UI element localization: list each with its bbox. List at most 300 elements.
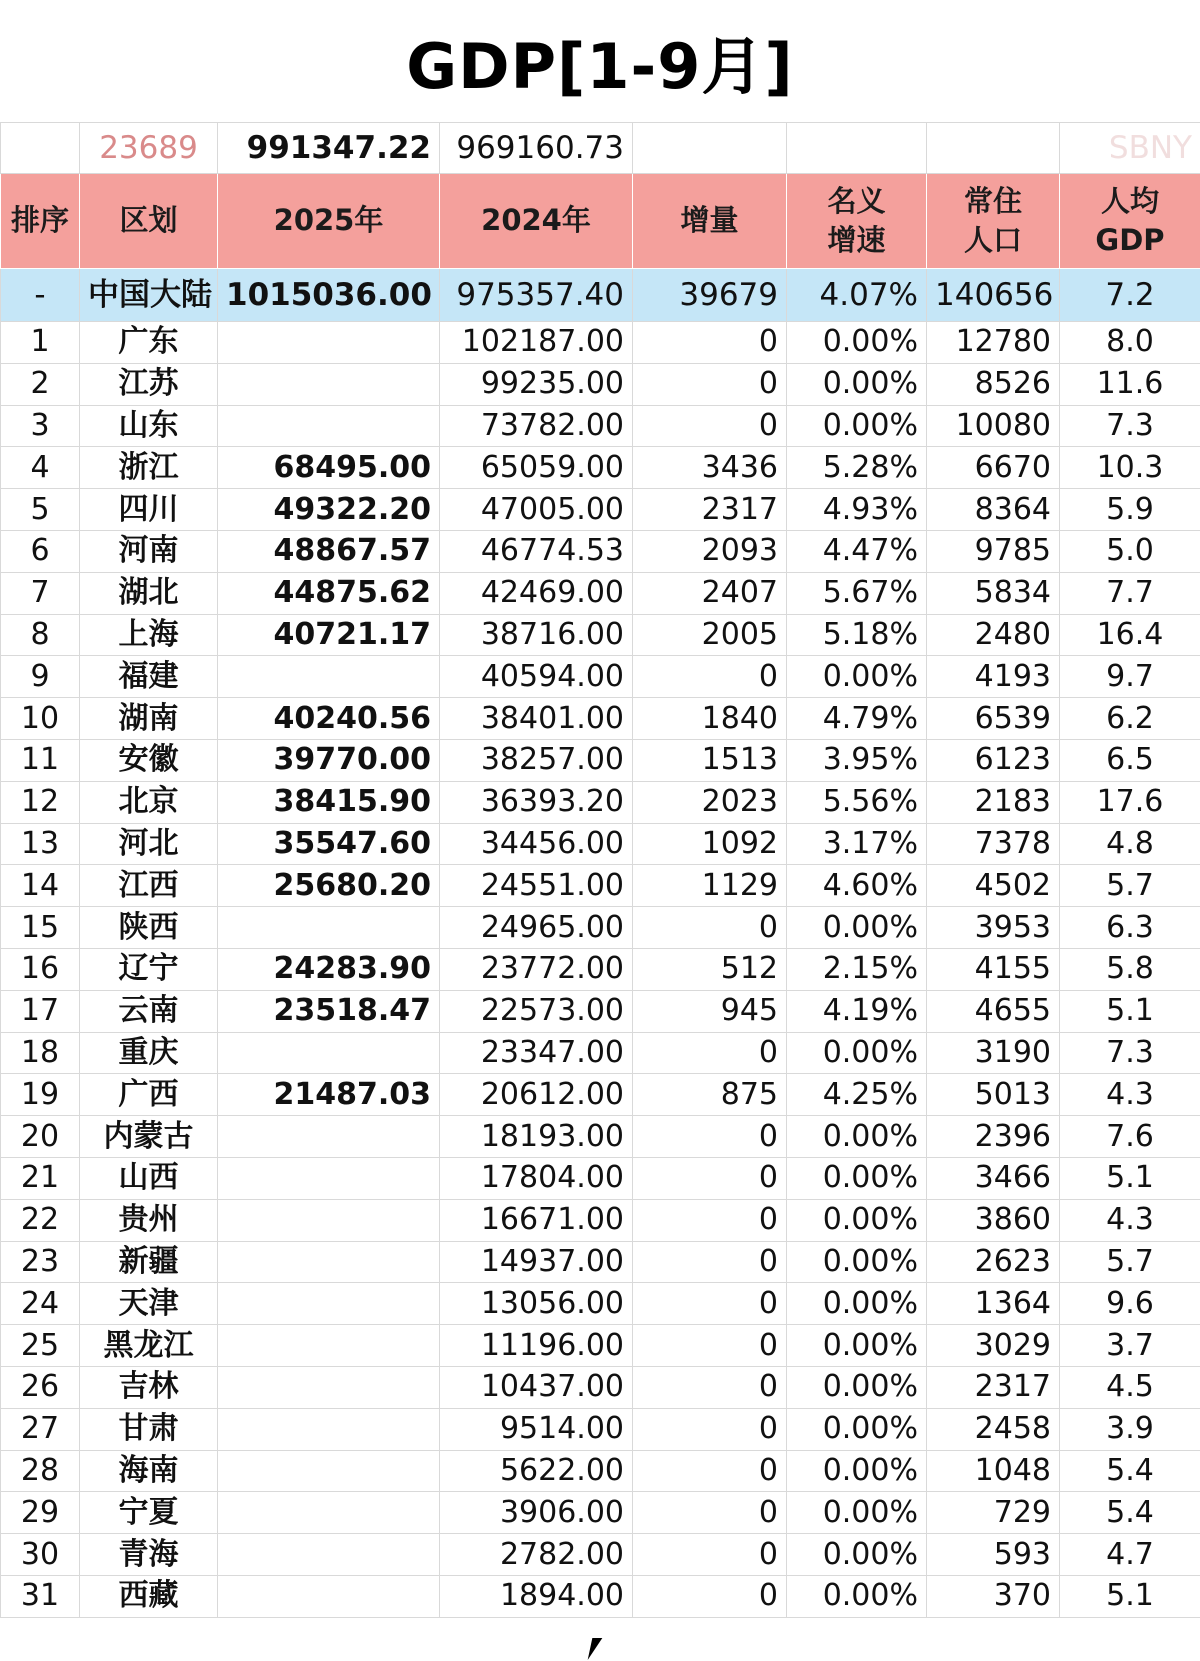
header-rank: 排序 xyxy=(1,174,80,269)
cell-increment: 2093 xyxy=(633,530,787,572)
cell-population: 5834 xyxy=(927,572,1060,614)
cell-increment: 2005 xyxy=(633,614,787,656)
cell-y2024: 24551.00 xyxy=(440,865,633,907)
cell-rank: 11 xyxy=(1,739,80,781)
cell-region: 湖南 xyxy=(80,698,218,740)
cell-y2025: 35547.60 xyxy=(218,823,440,865)
cell-y2025: 40721.17 xyxy=(218,614,440,656)
header-increment: 增量 xyxy=(633,174,787,269)
national-rank: - xyxy=(1,269,80,322)
cell-population: 2317 xyxy=(927,1366,1060,1408)
table-row xyxy=(1,1032,1200,1074)
cell-rank: 5 xyxy=(1,489,80,531)
table-row xyxy=(1,1199,1200,1241)
table-row xyxy=(1,363,1200,405)
cell-growth: 0.00% xyxy=(787,1283,927,1325)
cell-y2025 xyxy=(218,1325,440,1367)
cell-region: 安徽 xyxy=(80,739,218,781)
cell-region: 山东 xyxy=(80,405,218,447)
cell-increment: 1092 xyxy=(633,823,787,865)
cell-region: 贵州 xyxy=(80,1199,218,1241)
cell-y2024: 42469.00 xyxy=(440,572,633,614)
table-row xyxy=(1,823,1200,865)
cell-population: 2183 xyxy=(927,781,1060,823)
cell-increment: 0 xyxy=(633,656,787,698)
cell-rank: 30 xyxy=(1,1534,80,1576)
cell-y2025: 21487.03 xyxy=(218,1074,440,1116)
page-title: GDP[1-9月] xyxy=(406,29,794,103)
cell-population: 8526 xyxy=(927,363,1060,405)
header-population-line1: 常住 xyxy=(963,183,1022,218)
header-growth-line2: 增速 xyxy=(827,223,886,257)
cell-per-capita: 7.6 xyxy=(1060,1116,1200,1158)
cell-y2024: 38716.00 xyxy=(440,614,633,656)
cell-region: 海南 xyxy=(80,1450,218,1492)
cell-y2024: 2782.00 xyxy=(440,1534,633,1576)
cell-growth: 0.00% xyxy=(787,1450,927,1492)
cell-population: 5013 xyxy=(927,1074,1060,1116)
cell-population: 4193 xyxy=(927,656,1060,698)
cell-increment: 2407 xyxy=(633,572,787,614)
cell-region: 吉林 xyxy=(80,1366,218,1408)
cell-rank: 6 xyxy=(1,530,80,572)
cell-y2025 xyxy=(218,1199,440,1241)
cell-y2025: 38415.90 xyxy=(218,781,440,823)
table-row xyxy=(1,614,1200,656)
cell-population: 3029 xyxy=(927,1325,1060,1367)
cell-y2024: 16671.00 xyxy=(440,1199,633,1241)
national-row xyxy=(1,269,1200,322)
cell-per-capita: 7.7 xyxy=(1060,572,1200,614)
cell-y2024: 102187.00 xyxy=(440,322,633,364)
cell-growth: 0.00% xyxy=(787,1199,927,1241)
cell-growth: 0.00% xyxy=(787,1408,927,1450)
cell-increment: 2023 xyxy=(633,781,787,823)
cell-population: 3953 xyxy=(927,907,1060,949)
cell-growth: 0.00% xyxy=(787,1575,927,1617)
table-row xyxy=(1,572,1200,614)
national-population: 140656 xyxy=(927,269,1060,322)
cell-rank: 9 xyxy=(1,656,80,698)
header-growth xyxy=(787,174,927,269)
table-row xyxy=(1,1157,1200,1199)
cell-population: 12780 xyxy=(927,322,1060,364)
cell-population: 6123 xyxy=(927,739,1060,781)
cell-population: 9785 xyxy=(927,530,1060,572)
cell-region: 湖北 xyxy=(80,572,218,614)
cell-per-capita: 7.3 xyxy=(1060,1032,1200,1074)
cell-population: 3860 xyxy=(927,1199,1060,1241)
cell-per-capita: 17.6 xyxy=(1060,781,1200,823)
cell-population: 4655 xyxy=(927,990,1060,1032)
cell-increment: 0 xyxy=(633,1032,787,1074)
table-row xyxy=(1,1408,1200,1450)
cell-rank: 3 xyxy=(1,405,80,447)
cell-y2025 xyxy=(218,322,440,364)
cell-increment: 0 xyxy=(633,1199,787,1241)
cell-region: 天津 xyxy=(80,1283,218,1325)
cell-y2024: 20612.00 xyxy=(440,1074,633,1116)
cell-increment: 2317 xyxy=(633,489,787,531)
cell-growth: 5.67% xyxy=(787,572,927,614)
cell-region: 新疆 xyxy=(80,1241,218,1283)
cell-y2025: 44875.62 xyxy=(218,572,440,614)
cell-y2024: 3906.00 xyxy=(440,1492,633,1534)
cell-growth: 5.28% xyxy=(787,447,927,489)
cell-rank: 16 xyxy=(1,948,80,990)
cell-per-capita: 5.7 xyxy=(1060,865,1200,907)
cell-y2025: 49322.20 xyxy=(218,489,440,531)
gdp-table xyxy=(0,122,1200,1618)
cell-growth: 4.25% xyxy=(787,1074,927,1116)
cell-region: 江西 xyxy=(80,865,218,907)
cell-region: 陕西 xyxy=(80,907,218,949)
cell-rank: 12 xyxy=(1,781,80,823)
table-row xyxy=(1,739,1200,781)
cell-y2024: 38257.00 xyxy=(440,739,633,781)
cell-y2025 xyxy=(218,1450,440,1492)
cell-y2024: 9514.00 xyxy=(440,1408,633,1450)
cell-y2024: 22573.00 xyxy=(440,990,633,1032)
national-per-capita: 7.2 xyxy=(1060,269,1200,322)
cell-y2024: 11196.00 xyxy=(440,1325,633,1367)
cell-population: 7378 xyxy=(927,823,1060,865)
cell-per-capita: 6.2 xyxy=(1060,698,1200,740)
cell-rank: 28 xyxy=(1,1450,80,1492)
cell-growth: 3.95% xyxy=(787,739,927,781)
header-2024: 2024年 xyxy=(440,174,633,269)
table-row xyxy=(1,1450,1200,1492)
table-row xyxy=(1,1534,1200,1576)
cell-rank: 22 xyxy=(1,1199,80,1241)
cell-y2025 xyxy=(218,1283,440,1325)
table-row xyxy=(1,1366,1200,1408)
cell-growth: 2.15% xyxy=(787,948,927,990)
cell-population: 1048 xyxy=(927,1450,1060,1492)
cell-y2024: 1894.00 xyxy=(440,1575,633,1617)
cell-rank: 24 xyxy=(1,1283,80,1325)
cell-rank: 15 xyxy=(1,907,80,949)
cell-increment: 1129 xyxy=(633,865,787,907)
cell-y2024: 65059.00 xyxy=(440,447,633,489)
cell-region: 四川 xyxy=(80,489,218,531)
cell-increment: 0 xyxy=(633,1157,787,1199)
cell-rank: 14 xyxy=(1,865,80,907)
cell-per-capita: 9.7 xyxy=(1060,656,1200,698)
cell-per-capita: 7.3 xyxy=(1060,405,1200,447)
cell-y2024: 23347.00 xyxy=(440,1032,633,1074)
cell-growth: 5.18% xyxy=(787,614,927,656)
cell-region: 重庆 xyxy=(80,1032,218,1074)
cell-population: 3466 xyxy=(927,1157,1060,1199)
cell-per-capita: 4.8 xyxy=(1060,823,1200,865)
cell-population: 4155 xyxy=(927,948,1060,990)
table-row xyxy=(1,907,1200,949)
cell-per-capita: 4.3 xyxy=(1060,1074,1200,1116)
cell-y2024: 73782.00 xyxy=(440,405,633,447)
cell-rank: 26 xyxy=(1,1366,80,1408)
table-row xyxy=(1,405,1200,447)
header-per-capita-line2: GDP xyxy=(1095,223,1165,257)
summary-blank-cell xyxy=(787,123,927,174)
cell-growth: 0.00% xyxy=(787,1534,927,1576)
cell-y2025: 24283.90 xyxy=(218,948,440,990)
cell-population: 2623 xyxy=(927,1241,1060,1283)
cell-rank: 27 xyxy=(1,1408,80,1450)
cell-growth: 0.00% xyxy=(787,1157,927,1199)
cell-increment: 0 xyxy=(633,1492,787,1534)
cell-population: 593 xyxy=(927,1534,1060,1576)
cell-per-capita: 9.6 xyxy=(1060,1283,1200,1325)
header-population-line2: 人口 xyxy=(963,223,1022,257)
cell-y2025 xyxy=(218,363,440,405)
cell-per-capita: 5.4 xyxy=(1060,1492,1200,1534)
cell-rank: 25 xyxy=(1,1325,80,1367)
cell-region: 云南 xyxy=(80,990,218,1032)
cell-region: 江苏 xyxy=(80,363,218,405)
cell-per-capita: 6.5 xyxy=(1060,739,1200,781)
header-region: 区划 xyxy=(80,174,218,269)
cell-y2024: 23772.00 xyxy=(440,948,633,990)
cell-increment: 0 xyxy=(633,1283,787,1325)
cell-per-capita: 3.9 xyxy=(1060,1408,1200,1450)
cell-region: 浙江 xyxy=(80,447,218,489)
cell-growth: 3.17% xyxy=(787,823,927,865)
cell-growth: 0.00% xyxy=(787,405,927,447)
cell-y2025 xyxy=(218,1408,440,1450)
cell-rank: 17 xyxy=(1,990,80,1032)
header-per-capita-line1: 人均 xyxy=(1100,183,1159,218)
national-region: 中国大陆 xyxy=(80,269,218,322)
cell-y2025 xyxy=(218,656,440,698)
cell-growth: 0.00% xyxy=(787,363,927,405)
national-2024: 975357.40 xyxy=(440,269,633,322)
cell-rank: 1 xyxy=(1,322,80,364)
cell-population: 2396 xyxy=(927,1116,1060,1158)
cell-increment: 1513 xyxy=(633,739,787,781)
cell-increment: 0 xyxy=(633,1325,787,1367)
cell-region: 北京 xyxy=(80,781,218,823)
table-row xyxy=(1,1575,1200,1617)
cell-y2024: 34456.00 xyxy=(440,823,633,865)
cell-population: 6670 xyxy=(927,447,1060,489)
cell-growth: 4.93% xyxy=(787,489,927,531)
cell-y2024: 14937.00 xyxy=(440,1241,633,1283)
table-row xyxy=(1,948,1200,990)
table-row xyxy=(1,656,1200,698)
header-growth-line1: 名义 xyxy=(827,183,886,218)
cell-y2025 xyxy=(218,1157,440,1199)
table-row xyxy=(1,1241,1200,1283)
cell-increment: 0 xyxy=(633,363,787,405)
cursor-arrow-icon xyxy=(588,1638,603,1660)
table-row xyxy=(1,1283,1200,1325)
cell-rank: 13 xyxy=(1,823,80,865)
cell-y2025: 40240.56 xyxy=(218,698,440,740)
cell-increment: 0 xyxy=(633,1241,787,1283)
cell-growth: 0.00% xyxy=(787,1116,927,1158)
cell-y2025 xyxy=(218,1575,440,1617)
cell-y2024: 38401.00 xyxy=(440,698,633,740)
cell-increment: 945 xyxy=(633,990,787,1032)
table-row xyxy=(1,322,1200,364)
cell-region: 宁夏 xyxy=(80,1492,218,1534)
cell-y2024: 13056.00 xyxy=(440,1283,633,1325)
cell-increment: 0 xyxy=(633,1116,787,1158)
cell-per-capita: 5.0 xyxy=(1060,530,1200,572)
cell-rank: 2 xyxy=(1,363,80,405)
cell-population: 6539 xyxy=(927,698,1060,740)
cell-population: 1364 xyxy=(927,1283,1060,1325)
cell-per-capita: 5.1 xyxy=(1060,1157,1200,1199)
table-row xyxy=(1,447,1200,489)
table-row xyxy=(1,1116,1200,1158)
cell-population: 10080 xyxy=(927,405,1060,447)
cell-increment: 0 xyxy=(633,1450,787,1492)
header-row xyxy=(1,174,1200,269)
cell-growth: 0.00% xyxy=(787,322,927,364)
cell-y2024: 46774.53 xyxy=(440,530,633,572)
cell-increment: 0 xyxy=(633,405,787,447)
cell-growth: 0.00% xyxy=(787,1366,927,1408)
cell-y2025 xyxy=(218,907,440,949)
cell-per-capita: 4.3 xyxy=(1060,1199,1200,1241)
cell-growth: 5.56% xyxy=(787,781,927,823)
table-row xyxy=(1,865,1200,907)
cell-per-capita: 11.6 xyxy=(1060,363,1200,405)
cell-y2025: 25680.20 xyxy=(218,865,440,907)
cell-population: 2480 xyxy=(927,614,1060,656)
cell-rank: 29 xyxy=(1,1492,80,1534)
cell-growth: 4.60% xyxy=(787,865,927,907)
cell-y2025 xyxy=(218,1366,440,1408)
cell-population: 2458 xyxy=(927,1408,1060,1450)
table-row xyxy=(1,698,1200,740)
cell-growth: 4.19% xyxy=(787,990,927,1032)
table-row xyxy=(1,781,1200,823)
national-increment: 39679 xyxy=(633,269,787,322)
cell-population: 4502 xyxy=(927,865,1060,907)
cell-per-capita: 5.1 xyxy=(1060,990,1200,1032)
cell-rank: 31 xyxy=(1,1575,80,1617)
national-growth: 4.07% xyxy=(787,269,927,322)
cell-rank: 7 xyxy=(1,572,80,614)
cell-y2024: 10437.00 xyxy=(440,1366,633,1408)
cell-region: 黑龙江 xyxy=(80,1325,218,1367)
cell-increment: 0 xyxy=(633,1366,787,1408)
table-row xyxy=(1,489,1200,531)
cell-y2024: 99235.00 xyxy=(440,363,633,405)
cell-region: 辽宁 xyxy=(80,948,218,990)
cell-increment: 875 xyxy=(633,1074,787,1116)
cell-increment: 512 xyxy=(633,948,787,990)
table-row xyxy=(1,1074,1200,1116)
cell-increment: 0 xyxy=(633,907,787,949)
cell-y2024: 18193.00 xyxy=(440,1116,633,1158)
cell-y2024: 40594.00 xyxy=(440,656,633,698)
cell-y2025 xyxy=(218,1032,440,1074)
header-2025: 2025年 xyxy=(218,174,440,269)
cell-rank: 18 xyxy=(1,1032,80,1074)
cell-y2025 xyxy=(218,1116,440,1158)
table-row xyxy=(1,1325,1200,1367)
cell-growth: 0.00% xyxy=(787,907,927,949)
cell-per-capita: 5.4 xyxy=(1060,1450,1200,1492)
summary-blank-cell xyxy=(1,123,80,174)
header-population xyxy=(927,174,1060,269)
cell-region: 广西 xyxy=(80,1074,218,1116)
cell-y2024: 36393.20 xyxy=(440,781,633,823)
cell-increment: 3436 xyxy=(633,447,787,489)
table-row xyxy=(1,990,1200,1032)
table-row xyxy=(1,530,1200,572)
summary-sum-2024: 969160.73 xyxy=(440,123,633,174)
cell-y2025: 39770.00 xyxy=(218,739,440,781)
cell-y2024: 24965.00 xyxy=(440,907,633,949)
cell-increment: 0 xyxy=(633,322,787,364)
cell-per-capita: 4.7 xyxy=(1060,1534,1200,1576)
cell-y2024: 17804.00 xyxy=(440,1157,633,1199)
cell-per-capita: 4.5 xyxy=(1060,1366,1200,1408)
summary-sum-2025: 991347.22 xyxy=(218,123,440,174)
cell-region: 河北 xyxy=(80,823,218,865)
cell-region: 广东 xyxy=(80,322,218,364)
table-row xyxy=(1,1492,1200,1534)
cell-growth: 0.00% xyxy=(787,656,927,698)
cell-rank: 8 xyxy=(1,614,80,656)
cell-growth: 0.00% xyxy=(787,1492,927,1534)
cell-growth: 0.00% xyxy=(787,1325,927,1367)
cell-population: 8364 xyxy=(927,489,1060,531)
cell-region: 福建 xyxy=(80,656,218,698)
cell-y2025 xyxy=(218,1492,440,1534)
cell-increment: 0 xyxy=(633,1408,787,1450)
cell-y2024: 5622.00 xyxy=(440,1450,633,1492)
cell-rank: 19 xyxy=(1,1074,80,1116)
cell-rank: 23 xyxy=(1,1241,80,1283)
cell-growth: 4.47% xyxy=(787,530,927,572)
cell-y2025 xyxy=(218,1534,440,1576)
summary-count: 23689 xyxy=(80,123,218,174)
cell-per-capita: 5.9 xyxy=(1060,489,1200,531)
cell-region: 山西 xyxy=(80,1157,218,1199)
cell-per-capita: 8.0 xyxy=(1060,322,1200,364)
cell-population: 729 xyxy=(927,1492,1060,1534)
cell-region: 上海 xyxy=(80,614,218,656)
summary-blank-cell xyxy=(633,123,787,174)
cell-growth: 0.00% xyxy=(787,1032,927,1074)
summary-row xyxy=(1,123,1200,174)
cell-population: 3190 xyxy=(927,1032,1060,1074)
cell-region: 甘肃 xyxy=(80,1408,218,1450)
cell-y2024: 47005.00 xyxy=(440,489,633,531)
cell-growth: 0.00% xyxy=(787,1241,927,1283)
cell-population: 370 xyxy=(927,1575,1060,1617)
cell-per-capita: 16.4 xyxy=(1060,614,1200,656)
cell-y2025 xyxy=(218,1241,440,1283)
cell-per-capita: 3.7 xyxy=(1060,1325,1200,1367)
cell-per-capita: 5.7 xyxy=(1060,1241,1200,1283)
national-2025: 1015036.00 xyxy=(218,269,440,322)
cell-increment: 0 xyxy=(633,1575,787,1617)
cell-increment: 0 xyxy=(633,1534,787,1576)
cell-per-capita: 10.3 xyxy=(1060,447,1200,489)
cell-rank: 4 xyxy=(1,447,80,489)
cell-region: 青海 xyxy=(80,1534,218,1576)
header-per-capita xyxy=(1060,174,1200,269)
watermark: SBNY xyxy=(1060,123,1200,174)
cell-growth: 4.79% xyxy=(787,698,927,740)
